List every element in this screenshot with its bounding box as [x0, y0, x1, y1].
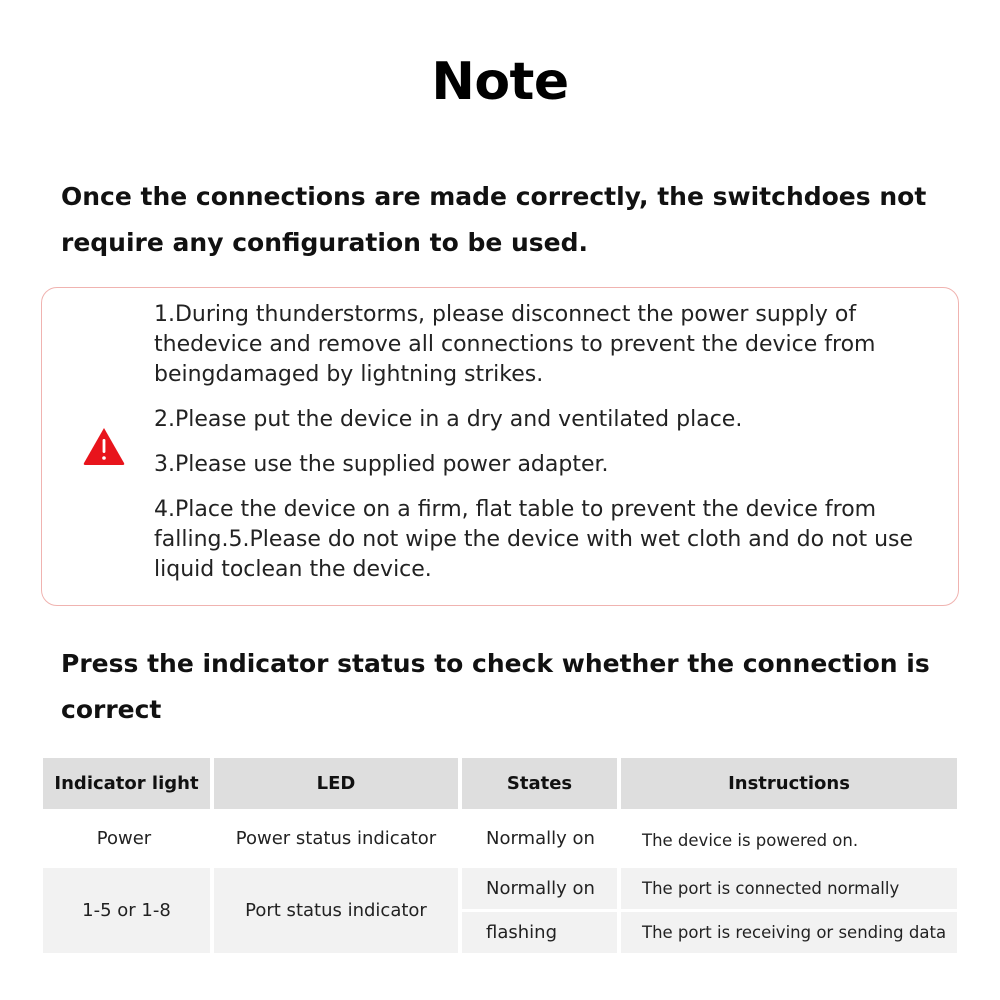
table-cell-indicator: 1-5 or 1-8: [43, 868, 210, 953]
warning-item: 2.Please put the device in a dry and ventilated place.: [154, 407, 743, 432]
warning-item: 4.Place the device on a firm, flat table to prevent the device from falling.5.Please do not wipe the device with wet cloth and do not use liquid toclean the device.: [154, 497, 914, 582]
page-title: Note: [431, 52, 569, 112]
table-cell-state: flashing: [462, 912, 617, 953]
warning-box: [41, 287, 959, 606]
warning-list: [154, 300, 944, 600]
table-cell-indicator: Power: [96, 827, 152, 849]
table-cell-state: Normally on: [462, 868, 617, 909]
table-header-led: LED: [214, 758, 458, 809]
table-header-indicator: Indicator light: [43, 758, 210, 809]
table-header-instructions: Instructions: [621, 758, 957, 809]
warning-item: 1.During thunderstorms, please disconnect the power supply of thedevice and remove all connections to prevent the device from beingdamaged by lightning strikes.: [154, 302, 876, 387]
table-header-states: States: [462, 758, 617, 809]
table-cell-instruction: The port is receiving or sending data: [621, 912, 957, 953]
section-heading: Press the indicator status to check whether the connection is correct: [61, 649, 930, 724]
table-cell-led: Port status indicator: [214, 868, 458, 953]
table-cell-state: Normally on: [486, 827, 595, 849]
warning-item: 3.Please use the supplied power adapter.: [154, 452, 609, 477]
table-cell-instruction: The device is powered on.: [642, 830, 859, 850]
table-cell-instruction: The port is connected normally: [621, 868, 957, 909]
intro-text: Once the connections are made correctly, the switchdoes not require any configuration to be used.: [61, 182, 927, 257]
table-cell-led: Power status indicator: [235, 827, 437, 849]
warning-triangle-icon: [82, 426, 126, 466]
